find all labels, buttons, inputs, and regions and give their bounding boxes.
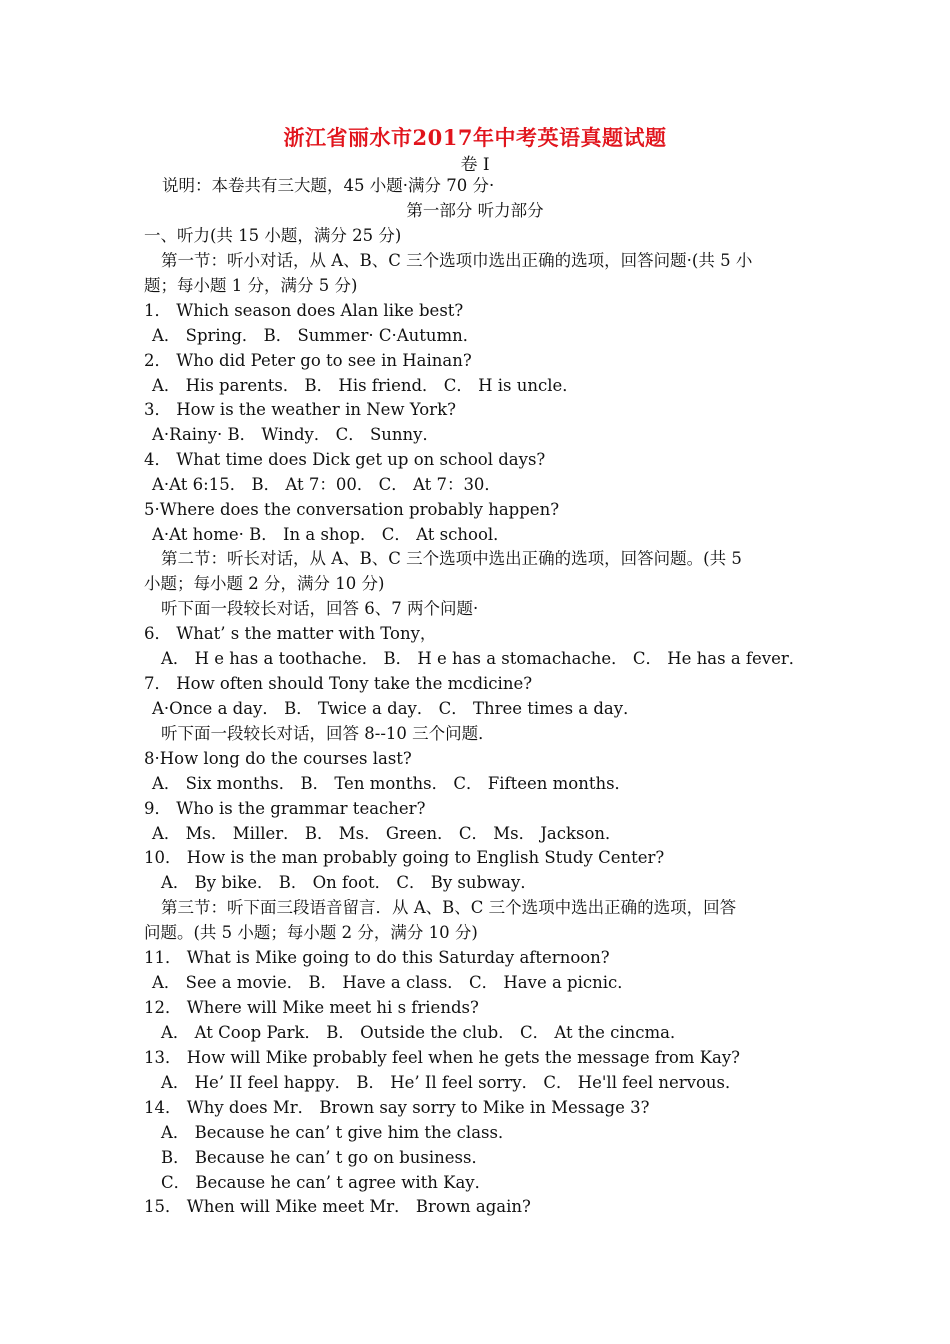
question-option: A． Because he can’ t give him the class．	[161, 1123, 515, 1142]
question-option: C． Because he can’ t agree with Kay．	[161, 1173, 492, 1192]
question-options: A·Once a day． B． Twice a day． C． Three times a day．	[152, 699, 640, 718]
subsection-intro: 第三节：听下面三段语音留言．从 A、B、C 三个选项中选出正确的选项，回答	[161, 898, 737, 917]
question: 1． Which season does Alan like best?	[144, 301, 464, 320]
question-options: A·Rainy· B． Windy． C． Sunny．	[152, 425, 439, 444]
question: 12． Where will Mike meet hi s friends?	[144, 998, 479, 1017]
section-heading: 一、听力(共 15 小题，满分 25 分)	[144, 226, 402, 245]
question-option: B． Because he can’ t go on business．	[161, 1148, 488, 1167]
question-options: A． H e has a toothache． B． H e has a stomachache． C． He has a fever．	[161, 649, 806, 668]
question: 7． How often should Tony take the mcdicine?	[144, 674, 533, 693]
question-options: A·At 6:15． B． At 7：00． C． At 7：30．	[152, 475, 501, 494]
question-options: A． Six months． B． Ten months． C． Fifteen months．	[152, 774, 632, 793]
question: 2． Who did Peter go to see in Hainan?	[144, 351, 472, 370]
question-options: A． See a movie． B． Have a class． C． Have a picnic．	[152, 973, 634, 992]
question-options: A． Spring． B． Summer· C·Autumn．	[152, 326, 480, 345]
question: 11． What is Mike going to do this Saturday afternoon?	[144, 948, 610, 967]
listening-instruction: 听下面一段较长对话，回答 8--10 三个问题．	[161, 724, 495, 743]
subsection-intro-cont: 小题；每小题 2 分，满分 10 分)	[144, 574, 385, 593]
question: 15． When will Mike meet Mr． Brown again?	[144, 1197, 531, 1216]
question-options: A·At home· B． In a shop． C． At school．	[152, 525, 510, 544]
subsection-intro-cont: 问题。(共 5 小题；每小题 2 分，满分 10 分)	[144, 923, 478, 942]
question: 6． What’ s the matter with Tony，	[144, 624, 437, 643]
exam-title: 浙江省丽水市2017年中考英语真题试题	[283, 125, 667, 150]
volume-label: 卷 I	[460, 155, 490, 175]
part-heading: 第一部分 听力部分	[406, 201, 544, 220]
question-options: A． He’ II feel happy． B． He’ Il feel sorry． C． He'll feel nervous．	[161, 1073, 742, 1092]
question-options: A． Ms． Miller． B． Ms． Green． C． Ms． Jackson．	[152, 824, 622, 843]
question: 4． What time does Dick get up on school days?	[144, 450, 546, 469]
question: 10． How is the man probably going to English Study Center?	[144, 848, 665, 867]
instructions: 说明：本卷共有三大题，45 小题·满分 70 分·	[162, 176, 495, 195]
subsection-intro-cont: 题；每小题 1 分，满分 5 分)	[144, 276, 358, 295]
question-options: A． At Coop Park． B． Outside the club． C． At the cincma．	[161, 1023, 687, 1042]
question: 14． Why does Mr． Brown say sorry to Mike in Message 3?	[144, 1098, 650, 1117]
subsection-intro: 第二节：听长对话，从 A、B、C 三个选项中选出正确的选项，回答问题。(共 5	[161, 549, 742, 568]
question: 9． Who is the grammar teacher?	[144, 799, 426, 818]
question-options: A． By bike． B． On foot． C． By subway．	[161, 873, 537, 892]
question: 3． How is the weather in New York?	[144, 400, 456, 419]
subsection-intro: 第一节：听小对话，从 A、B、C 三个选项巾选出正确的选项，回答问题·(共 5 小	[161, 251, 753, 270]
question: 13． How will Mike probably feel when he gets the message from Kay?	[144, 1048, 741, 1067]
question-options: A． His parents． B． His friend． C． H is uncle．	[152, 376, 579, 395]
listening-instruction: 听下面一段较长对话，回答 6、7 两个问题·	[161, 599, 479, 618]
question: 5·Where does the conversation probably happen?	[144, 500, 560, 519]
question: 8·How long do the courses last?	[144, 749, 412, 768]
